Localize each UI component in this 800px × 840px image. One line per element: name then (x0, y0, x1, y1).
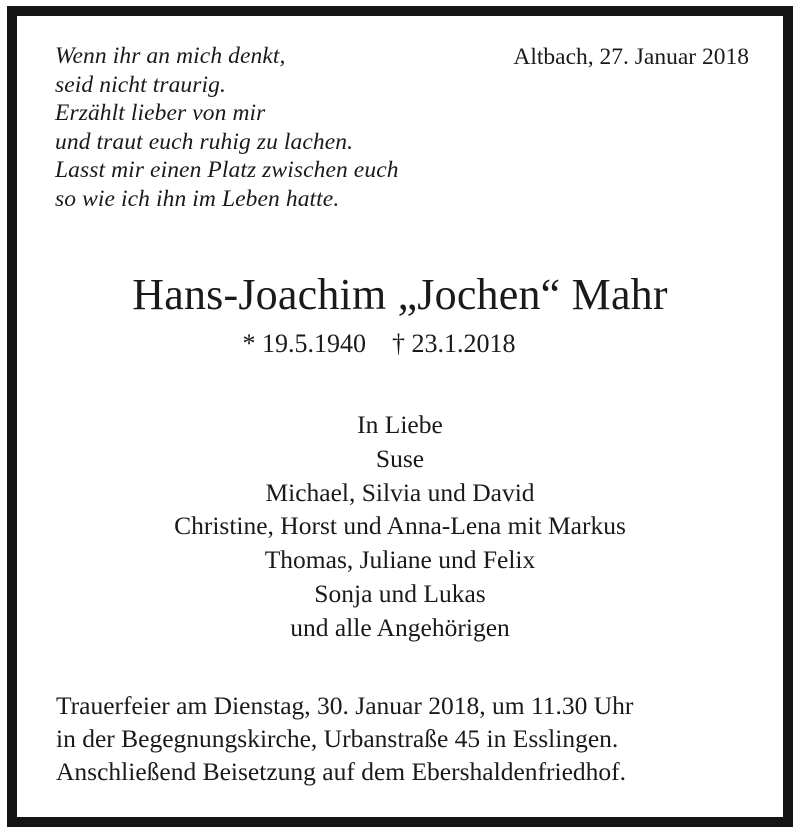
notice-header (45, 16, 755, 221)
memorial-poem (55, 42, 399, 214)
mourner-line-4: Christine, Horst und Anna-Lena mit Markus (174, 511, 626, 541)
place-and-date: Altbach, 27. Januar 2018 (513, 44, 749, 70)
poem-line-6: so wie ich ihn im Leben hatte. (55, 185, 340, 212)
service-line-1: Trauerfeier am Dienstag, 30. Januar 2018, um 11.30 Uhr (56, 690, 634, 720)
poem-line-5: Lasst mir einen Platz zwischen euch (55, 157, 399, 184)
mourner-line-1: In Liebe (357, 410, 443, 439)
birth-date: * 19.5.1940 (242, 329, 366, 358)
mourners-block (45, 408, 755, 645)
service-details (45, 689, 755, 789)
deceased-block (45, 269, 755, 360)
poem-line-1: Wenn ihr an mich denkt, (55, 43, 286, 69)
mourning-border-frame (7, 6, 793, 827)
poem-line-4: und traut euch ruhig zu lachen. (55, 128, 354, 155)
poem-line-2: seid nicht traurig. (55, 71, 226, 98)
mourner-line-6: Sonja und Lukas (314, 578, 486, 608)
mourner-line-2: Suse (375, 443, 425, 473)
service-line-2: in der Begegnungskirche, Urbanstraße 45 in Esslingen. (56, 723, 619, 753)
mourner-line-3: Michael, Silvia und David (265, 477, 535, 507)
deceased-name: Hans-Joachim „Jochen“ Mahr (132, 270, 668, 319)
life-dates (45, 328, 755, 360)
service-line-3: Anschließend Beisetzung auf dem Ebershaldenfriedhof. (56, 757, 627, 787)
notice-content (17, 16, 783, 817)
death-date: † 23.1.2018 (392, 329, 516, 358)
poem-line-3: Erzählt lieber von mir (55, 100, 266, 127)
mourner-line-5: Thomas, Juliane und Felix (264, 545, 536, 575)
mourner-line-7: und alle Angehörigen (290, 612, 510, 642)
